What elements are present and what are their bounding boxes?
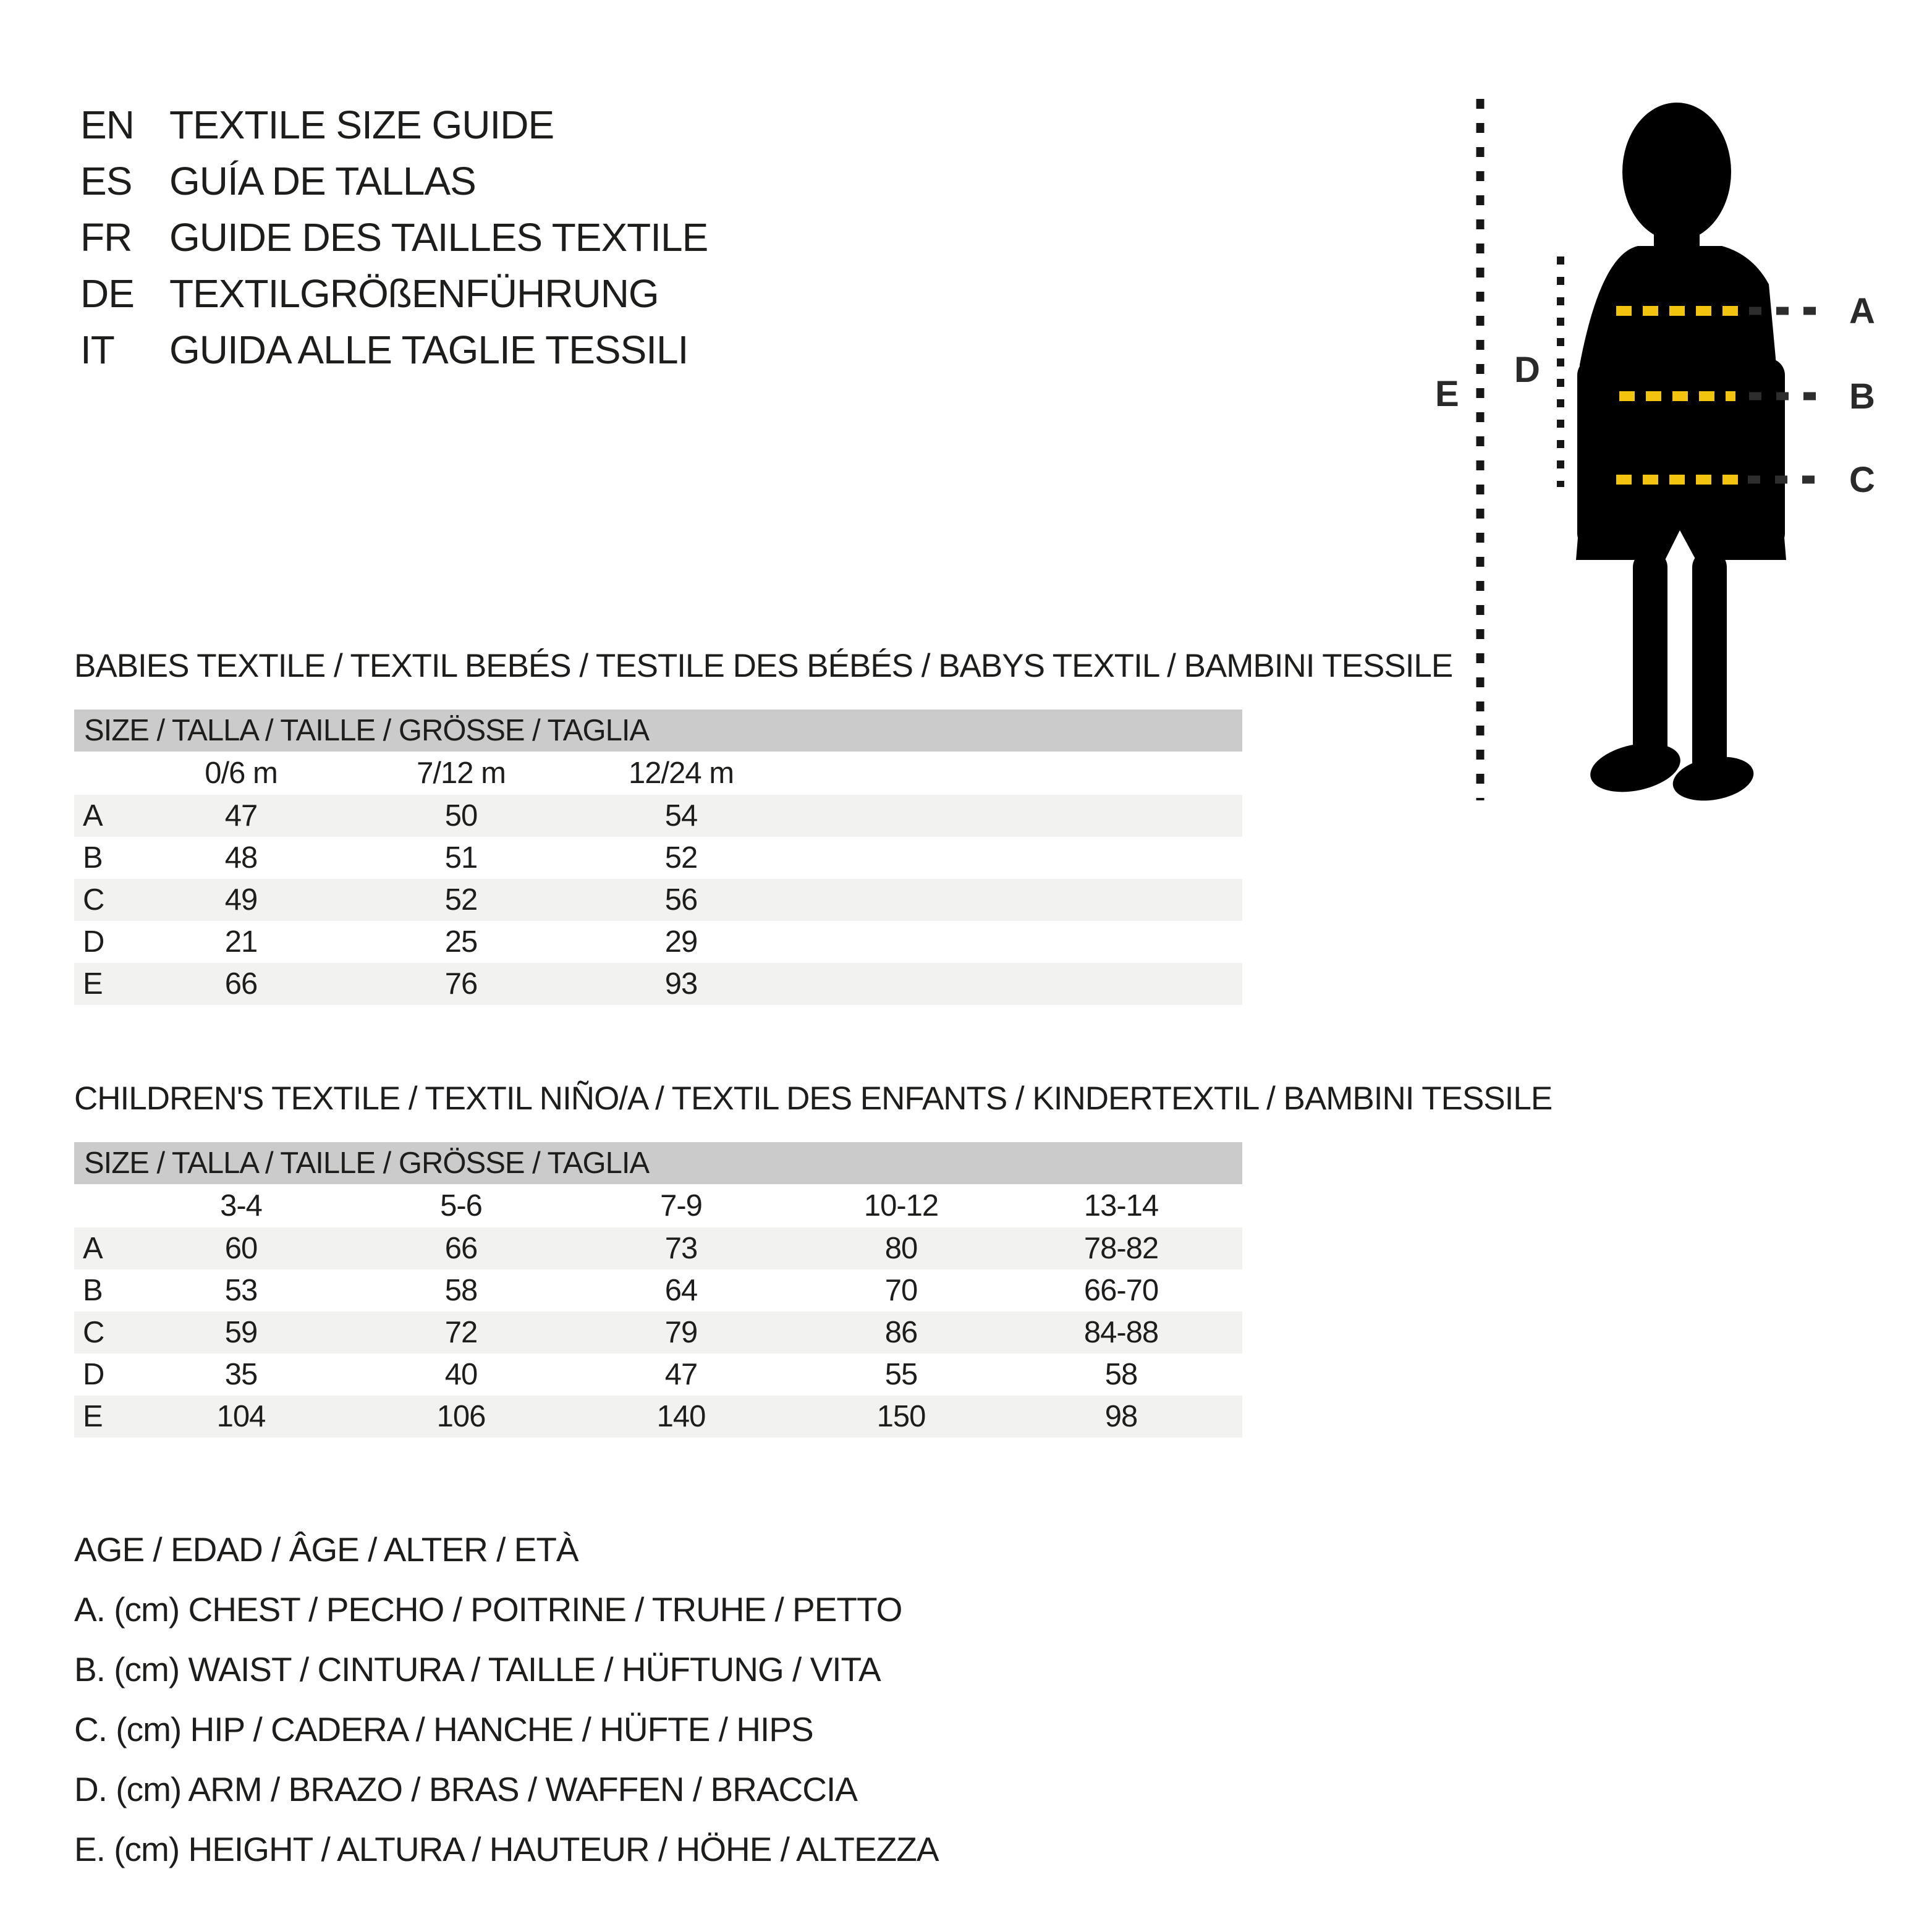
measure-row-label: B <box>83 1274 103 1307</box>
measure-row-label: D <box>83 1358 104 1391</box>
corner-cell <box>74 752 131 795</box>
legend-line: AGE / EDAD / ÂGE / ALTER / ETÀ <box>74 1530 578 1569</box>
filler-cell <box>791 752 1242 795</box>
measure-row <box>74 1227 1242 1269</box>
babies-size-table <box>74 710 1242 1005</box>
measure-value: 84-88 <box>1083 1316 1159 1349</box>
chest-label: A <box>1849 291 1875 331</box>
measure-row <box>74 1311 1242 1354</box>
measure-value: 47 <box>664 1358 698 1391</box>
size-header-cell: SIZE / TALLA / TAILLE / GRÖSSE / TAGLIA <box>74 710 1242 752</box>
age-column-header: 12/24 m <box>628 756 734 790</box>
legend-line: C. (cm) HIP / CADERA / HANCHE / HÜFTE / HIPS <box>74 1710 813 1748</box>
measure-value: 55 <box>884 1358 918 1391</box>
legend-line: B. (cm) WAIST / CINTURA / TAILLE / HÜFTUNG / VITA <box>74 1650 881 1688</box>
language-list <box>80 103 1131 449</box>
measure-value: 73 <box>664 1232 698 1265</box>
age-header-row <box>74 1184 1242 1227</box>
arm-label: D <box>1514 350 1540 390</box>
measure-row-label: E <box>83 967 103 1001</box>
measure-value: 21 <box>224 925 258 959</box>
measure-row <box>74 795 1242 837</box>
filler-cell <box>791 837 1242 879</box>
measure-value: 150 <box>876 1400 926 1433</box>
language-row <box>80 103 554 147</box>
measure-row <box>74 879 1242 921</box>
language-title: GUÍA DE TALLAS <box>169 159 476 203</box>
filler-cell <box>791 795 1242 837</box>
hip-label: C <box>1849 460 1875 500</box>
measure-value: 93 <box>664 967 698 1001</box>
measure-row-label: A <box>83 1232 103 1265</box>
language-title: GUIDE DES TAILLES TEXTILE <box>169 215 708 260</box>
babies-section-heading: BABIES TEXTILE / TEXTIL BEBÉS / TESTILE DES BÉBÉS / BABYS TEXTIL / BAMBINI TESSILE <box>74 648 1453 684</box>
language-title: GUIDA ALLE TAGLIE TESSILI <box>169 328 688 372</box>
filler-cell <box>791 921 1242 963</box>
height-label: E <box>1435 374 1459 414</box>
measure-row-label: A <box>83 799 103 833</box>
measure-value: 49 <box>224 883 258 917</box>
measure-value: 86 <box>884 1316 918 1349</box>
measure-value: 140 <box>656 1400 706 1433</box>
language-row <box>80 271 659 316</box>
measurement-diagram <box>1421 87 1932 828</box>
measure-value: 29 <box>664 925 698 959</box>
measure-row <box>74 1269 1242 1311</box>
measure-value: 104 <box>216 1400 266 1433</box>
measure-value: 54 <box>664 799 698 833</box>
measure-value: 58 <box>444 1274 478 1307</box>
corner-cell <box>74 1184 131 1227</box>
legend-line: E. (cm) HEIGHT / ALTURA / HAUTEUR / HÖHE / ALTEZZA <box>74 1830 939 1868</box>
measure-value: 78-82 <box>1083 1232 1159 1265</box>
children-size-table <box>74 1142 1242 1438</box>
age-column-header: 7/12 m <box>417 756 506 790</box>
age-column-header: 0/6 m <box>205 756 278 790</box>
language-title: TEXTILGRÖßENFÜHRUNG <box>169 271 659 316</box>
measure-row-label: E <box>83 1400 103 1433</box>
filler-cell <box>791 963 1242 1005</box>
age-column-header: 7-9 <box>660 1189 702 1222</box>
measure-value: 59 <box>224 1316 258 1349</box>
measure-row-label: B <box>83 841 103 875</box>
filler-cell <box>1231 1311 1242 1354</box>
measure-value: 79 <box>664 1316 698 1349</box>
measure-row-label: D <box>83 925 104 959</box>
language-code: DE <box>80 271 134 316</box>
language-code: IT <box>80 328 114 372</box>
measure-value: 60 <box>224 1232 258 1265</box>
measure-value: 56 <box>664 883 698 917</box>
measure-row-label: C <box>83 1316 104 1349</box>
language-title: TEXTILE SIZE GUIDE <box>169 103 554 147</box>
language-row <box>80 159 476 203</box>
measure-row <box>74 837 1242 879</box>
measure-row <box>74 1396 1242 1438</box>
filler-cell <box>1231 1227 1242 1269</box>
measure-value: 47 <box>224 799 258 833</box>
filler-cell <box>1231 1269 1242 1311</box>
measure-value: 76 <box>444 967 478 1001</box>
measure-value: 58 <box>1104 1358 1138 1391</box>
language-code: EN <box>80 103 134 147</box>
size-header-row <box>74 1142 1242 1184</box>
measure-value: 35 <box>224 1358 258 1391</box>
legend-line: D. (cm) ARM / BRAZO / BRAS / WAFFEN / BRACCIA <box>74 1770 857 1808</box>
section-babies <box>74 645 1453 1005</box>
age-column-header: 13-14 <box>1083 1189 1159 1222</box>
measure-value: 64 <box>664 1274 698 1307</box>
language-code: FR <box>80 215 132 260</box>
measure-value: 48 <box>224 841 258 875</box>
age-column-header: 10-12 <box>863 1189 939 1222</box>
measure-value: 66 <box>224 967 258 1001</box>
language-code: ES <box>80 159 132 203</box>
measure-value: 106 <box>436 1400 486 1433</box>
measure-value: 50 <box>444 799 478 833</box>
measure-value: 66-70 <box>1083 1274 1159 1307</box>
measure-row <box>74 921 1242 963</box>
filler-cell <box>1231 1184 1242 1227</box>
measure-row <box>74 963 1242 1005</box>
legend-line: A. (cm) CHEST / PECHO / POITRINE / TRUHE / PETTO <box>74 1590 902 1629</box>
measure-value: 53 <box>224 1274 258 1307</box>
waist-label: B <box>1849 376 1875 417</box>
measure-row <box>74 1354 1242 1396</box>
language-row <box>80 328 688 372</box>
measure-value: 52 <box>664 841 698 875</box>
age-header-row <box>74 752 1242 795</box>
filler-cell <box>791 879 1242 921</box>
measure-value: 66 <box>444 1232 478 1265</box>
age-column-header: 5-6 <box>440 1189 482 1222</box>
measure-value: 98 <box>1104 1400 1138 1433</box>
age-column-header: 3-4 <box>220 1189 262 1222</box>
measure-value: 70 <box>884 1274 918 1307</box>
children-section-heading: CHILDREN'S TEXTILE / TEXTIL NIÑO/A / TEXTIL DES ENFANTS / KINDERTEXTIL / BAMBINI TESSILE <box>74 1080 1553 1117</box>
child-silhouette-icon <box>1576 103 1786 807</box>
measure-value: 80 <box>884 1232 918 1265</box>
size-header-row <box>74 710 1242 752</box>
language-row <box>80 215 708 260</box>
measure-value: 51 <box>444 841 478 875</box>
measure-value: 40 <box>444 1358 478 1391</box>
measure-value: 25 <box>444 925 478 959</box>
filler-cell <box>1231 1354 1242 1396</box>
measure-row-label: C <box>83 883 104 917</box>
measure-value: 72 <box>444 1316 478 1349</box>
size-header-cell: SIZE / TALLA / TAILLE / GRÖSSE / TAGLIA <box>74 1142 1242 1184</box>
section-children <box>74 1077 1553 1438</box>
filler-cell <box>1231 1396 1242 1438</box>
measure-value: 52 <box>444 883 478 917</box>
